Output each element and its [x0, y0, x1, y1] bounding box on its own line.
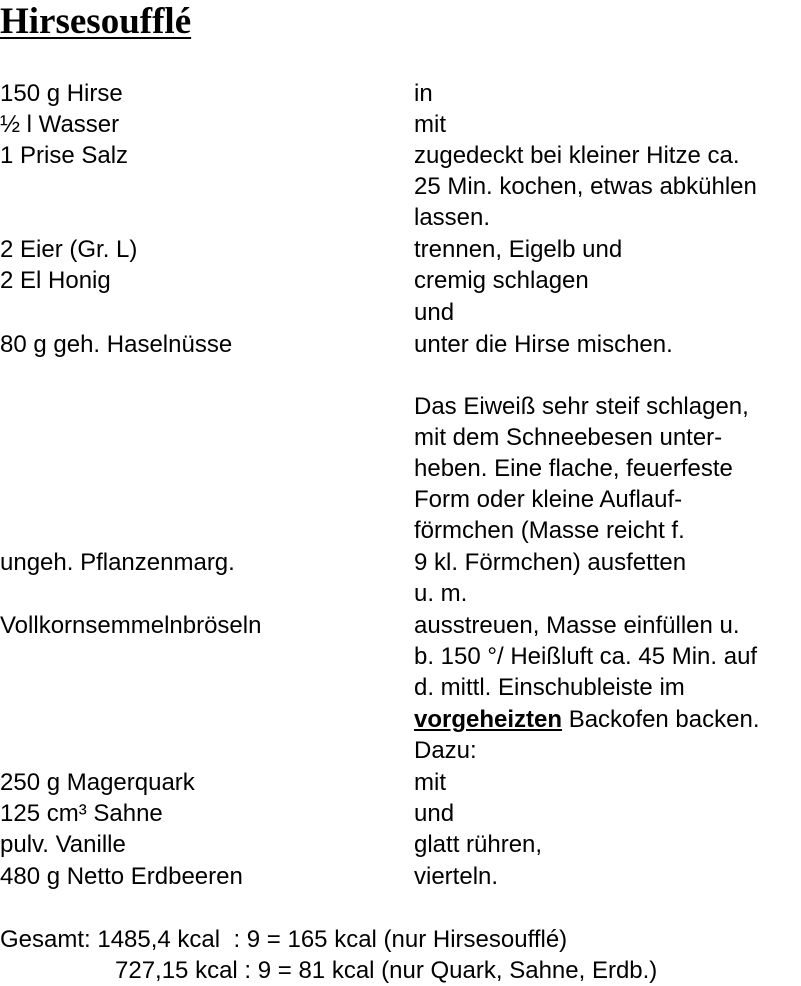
instruction-line: Das Eiweiß sehr steif schlagen,	[414, 393, 749, 420]
instruction-line: Dazu:	[414, 737, 477, 764]
instruction-line: mit	[414, 769, 446, 796]
ingredient-line: 480 g Netto Erdbeeren	[0, 863, 243, 890]
instruction-line: und	[414, 299, 455, 326]
ingredient-line: ½ l Wasser	[0, 111, 120, 138]
instruction-line: d. mittl. Einschubleiste im	[414, 674, 685, 701]
ingredient-line: 80 g geh. Haselnüsse	[0, 331, 233, 358]
total-line: Gesamt: 1485,4 kcal : 9 = 165 kcal (nur Hirsesoufflé)	[0, 926, 568, 953]
ingredient-line: 2 El Honig	[0, 267, 111, 294]
instruction-line: Form oder kleine Auflauf-	[414, 486, 683, 513]
instruction-text: Backofen backen.	[562, 706, 760, 733]
recipe-title: Hirsesoufflé	[0, 1, 192, 42]
ingredient-line: 1 Prise Salz	[0, 142, 129, 169]
instruction-line: cremig schlagen	[414, 267, 589, 294]
instruction-line: u. m.	[414, 580, 468, 607]
ingredient-line: 2 Eier (Gr. L)	[0, 236, 138, 263]
ingredient-line: 250 g Magerquark	[0, 769, 195, 796]
instruction-line: in	[414, 80, 433, 107]
ingredient-line: pulv. Vanille	[0, 831, 126, 858]
instruction-line: mit dem Schneebesen unter-	[414, 424, 723, 451]
instruction-line: 25 Min. kochen, etwas abkühlen	[414, 173, 757, 200]
instruction-line: b. 150 °/ Heißluft ca. 45 Min. auf	[414, 643, 758, 670]
instruction-line: lassen.	[414, 204, 491, 231]
instruction-line: zugedeckt bei kleiner Hitze ca.	[414, 142, 740, 169]
emphasis-text: vorgeheizten	[414, 706, 563, 733]
instruction-line: glatt rühren,	[414, 831, 543, 858]
instruction-line: trennen, Eigelb und	[414, 236, 623, 263]
ingredient-line: 150 g Hirse	[0, 80, 123, 107]
ingredient-line: 125 cm³ Sahne	[0, 800, 163, 827]
instruction-line: vierteln.	[414, 863, 499, 890]
instruction-line: förmchen (Masse reicht f.	[414, 517, 685, 544]
instruction-line: 9 kl. Förmchen) ausfetten	[414, 549, 687, 576]
instruction-line: ausstreuen, Masse einfüllen u.	[414, 612, 740, 639]
ingredient-line: Vollkornsemmelnbröseln	[0, 612, 262, 639]
instruction-line: unter die Hirse mischen.	[414, 331, 673, 358]
instruction-line: heben. Eine flache, feuerfeste	[414, 455, 733, 482]
instruction-line: und	[414, 800, 455, 827]
ingredient-line: ungeh. Pflanzenmarg.	[0, 549, 235, 576]
instruction-line: mit	[414, 111, 446, 138]
total-line: 727,15 kcal : 9 = 81 kcal (nur Quark, Sahne, Erdb.)	[115, 957, 658, 984]
instruction-line	[414, 705, 760, 735]
